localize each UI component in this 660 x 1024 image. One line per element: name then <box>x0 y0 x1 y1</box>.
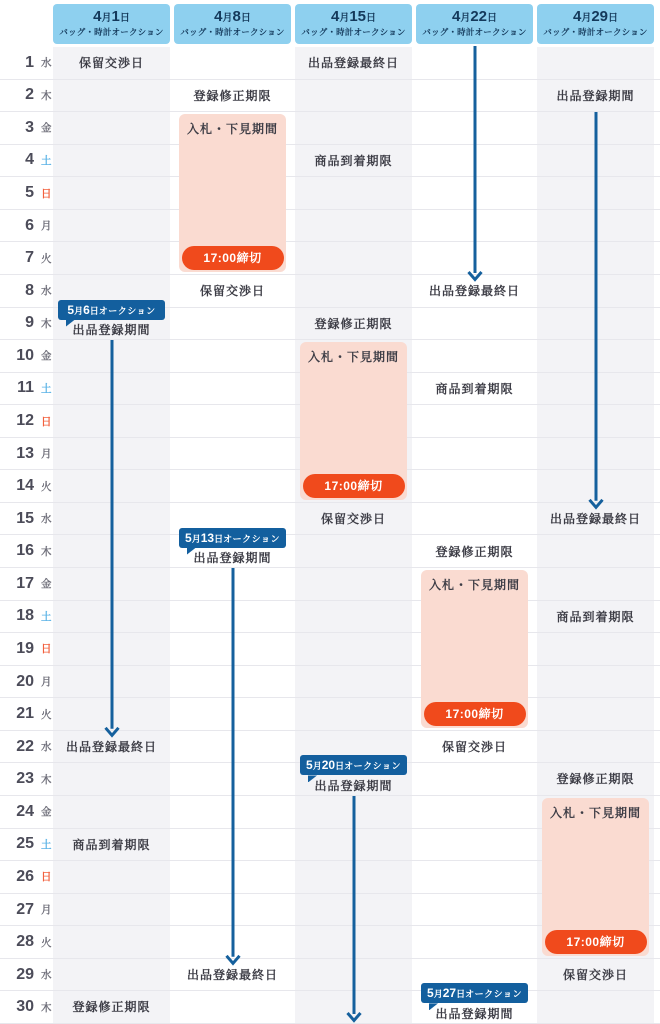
weekday-label: 火 <box>41 936 52 949</box>
day-number: 9 <box>25 314 34 332</box>
badge-auction-suffix: オークション <box>223 533 280 544</box>
badge-month-number: 5 <box>185 530 192 545</box>
auction-date-badge <box>58 300 165 320</box>
day-row <box>0 666 660 699</box>
header-month-number: 4 <box>93 8 102 25</box>
weekday-label: 土 <box>41 154 52 167</box>
weekday-label: 水 <box>41 285 52 298</box>
event-label: 出品登録期間 <box>314 778 393 793</box>
day-number: 28 <box>16 933 34 951</box>
header-month-unit: 月 <box>101 13 112 24</box>
header-day-number: 1 <box>111 8 120 25</box>
day-number: 27 <box>16 900 34 918</box>
header-day-number: 8 <box>232 8 241 25</box>
header-month-number: 4 <box>451 8 461 25</box>
event-label: 保留交渉日 <box>441 739 507 754</box>
day-number: 3 <box>25 118 34 136</box>
weekday-label: 金 <box>41 578 52 591</box>
event-label: 商品到着期限 <box>72 837 151 852</box>
day-number: 5 <box>25 184 34 202</box>
day-number: 22 <box>16 737 34 755</box>
badge-month-number: 5 <box>306 758 313 773</box>
header-month-unit: 月 <box>581 13 592 24</box>
badge-auction-suffix: オークション <box>344 761 401 772</box>
badge-month-number: 5 <box>427 986 434 1001</box>
deadline-pill: 17:00締切 <box>424 702 526 726</box>
event-label: 出品登録最終日 <box>186 967 278 982</box>
bid-preview-period-label: 入札・下見期間 <box>307 350 399 365</box>
header-month-number: 4 <box>330 8 340 25</box>
registration-period-down-arrow-icon <box>346 796 362 1022</box>
weekday-label: 月 <box>41 676 52 689</box>
registration-period-down-arrow-icon <box>467 46 483 281</box>
weekday-label: 土 <box>41 610 52 623</box>
header-day-unit: 日 <box>119 13 130 24</box>
weekday-label: 水 <box>41 513 52 526</box>
auction-date-badge <box>300 755 407 775</box>
badge-day-unit: 日 <box>456 989 466 1000</box>
weekday-label: 火 <box>41 480 52 493</box>
weekday-label: 月 <box>41 448 52 461</box>
weekday-label: 土 <box>41 382 52 395</box>
weekday-label: 火 <box>41 708 52 721</box>
day-number: 25 <box>16 835 34 853</box>
weekday-label: 月 <box>41 220 52 233</box>
weekday-label: 日 <box>41 643 52 656</box>
bid-preview-period-label: 入札・下見期間 <box>428 578 520 593</box>
day-row <box>0 568 660 601</box>
event-label: 登録修正期限 <box>314 316 393 331</box>
weekday-label: 木 <box>41 1001 52 1014</box>
header-subtitle: バッグ・時計オークション <box>422 27 527 37</box>
header-day-number: 22 <box>470 8 488 25</box>
deadline-pill: 17:00締切 <box>545 930 647 954</box>
weekday-label: 金 <box>41 350 52 363</box>
header-date <box>174 8 291 27</box>
header-day-number: 29 <box>591 8 609 25</box>
header-date <box>295 8 412 27</box>
badge-day-number: 13 <box>200 530 215 545</box>
badge-month-unit: 月 <box>312 761 322 772</box>
weekday-label: 月 <box>41 904 52 916</box>
day-number: 1 <box>25 53 34 71</box>
weekday-label: 木 <box>41 545 52 558</box>
day-number: 10 <box>16 346 34 364</box>
header-date <box>53 8 170 27</box>
weekday-label: 日 <box>41 187 52 200</box>
day-number: 24 <box>16 802 34 820</box>
day-number: 12 <box>16 412 34 429</box>
event-label: 出品登録期間 <box>193 551 272 565</box>
day-number: 30 <box>16 998 34 1016</box>
badge-auction-suffix: オークション <box>98 305 156 316</box>
header-day-unit: 日 <box>240 13 251 24</box>
day-number: 13 <box>16 444 34 462</box>
event-label: 商品到着期限 <box>435 381 514 396</box>
event-label: 出品登録期間 <box>556 88 635 103</box>
day-row <box>0 242 660 275</box>
badge-month-unit: 月 <box>74 305 84 316</box>
header-subtitle: バッグ・時計オークション <box>180 27 285 37</box>
day-number: 26 <box>16 867 34 885</box>
event-label: 保留交渉日 <box>199 283 265 298</box>
registration-period-down-arrow-icon <box>104 340 120 737</box>
badge-day-unit: 日 <box>335 761 345 772</box>
day-number: 6 <box>25 216 34 234</box>
day-number: 15 <box>16 509 34 527</box>
event-label: 保留交渉日 <box>78 56 144 70</box>
day-number: 11 <box>17 379 34 397</box>
event-label: 出品登録期間 <box>435 1006 514 1021</box>
badge-day-number: 20 <box>321 758 336 773</box>
badge-day-number: 6 <box>83 302 90 317</box>
weekday-label: 日 <box>41 415 52 428</box>
header-subtitle: バッグ・時計オークション <box>543 27 648 37</box>
bid-preview-period-label: 入札・下見期間 <box>549 806 641 821</box>
day-row <box>0 533 660 569</box>
deadline-pill: 17:00締切 <box>182 246 284 270</box>
day-row <box>0 698 660 731</box>
event-label: 商品到着期限 <box>314 153 393 168</box>
event-label: 出品登録最終日 <box>549 511 641 526</box>
day-row <box>0 210 660 243</box>
day-row <box>0 177 660 210</box>
weekday-label: 土 <box>41 838 52 851</box>
day-number: 21 <box>16 705 34 723</box>
event-label: 登録修正期限 <box>72 1000 151 1015</box>
event-label: 登録修正期限 <box>556 772 635 787</box>
day-number: 4 <box>25 151 34 169</box>
event-label: 登録修正期限 <box>193 88 272 103</box>
header-month-number: 4 <box>214 8 223 25</box>
header-subtitle: バッグ・時計オークション <box>301 27 406 37</box>
header-date <box>537 8 654 27</box>
weekday-label: 木 <box>41 317 52 330</box>
header-day-unit: 日 <box>366 13 377 24</box>
day-row <box>0 112 660 145</box>
day-number: 16 <box>16 542 34 560</box>
header-day-unit: 日 <box>487 13 498 24</box>
weekday-label: 水 <box>41 57 52 70</box>
event-label: 保留交渉日 <box>562 967 628 982</box>
registration-period-down-arrow-icon <box>225 568 241 965</box>
weekday-label: 火 <box>41 252 52 265</box>
badge-auction-suffix: オークション <box>465 989 522 1000</box>
header-subtitle: バッグ・時計オークション <box>59 27 164 37</box>
weekday-label: 木 <box>41 773 52 786</box>
auction-column-header <box>416 4 533 44</box>
registration-period-down-arrow-icon <box>588 112 604 509</box>
auction-column-header <box>174 4 291 44</box>
day-number: 8 <box>25 281 34 299</box>
day-number: 29 <box>16 965 34 983</box>
event-label: 出品登録最終日 <box>428 283 520 298</box>
day-number: 17 <box>16 574 34 592</box>
auction-date-badge <box>179 528 286 548</box>
auction-column-header <box>53 4 170 44</box>
header-month-unit: 月 <box>460 13 471 24</box>
day-number: 2 <box>25 86 34 104</box>
badge-month-unit: 月 <box>191 533 201 544</box>
deadline-pill: 17:00締切 <box>303 474 405 498</box>
weekday-label: 水 <box>41 969 52 982</box>
day-number: 23 <box>16 770 34 788</box>
day-number: 7 <box>25 249 34 267</box>
header-month-number: 4 <box>572 8 582 25</box>
header-month-unit: 月 <box>222 13 233 24</box>
auction-column-header <box>537 4 654 44</box>
badge-day-number: 27 <box>442 986 457 1001</box>
day-number: 20 <box>16 672 34 690</box>
header-day-number: 15 <box>349 8 367 25</box>
header-month-unit: 月 <box>339 13 350 24</box>
day-number: 18 <box>16 607 34 625</box>
day-number: 14 <box>16 477 34 495</box>
header-date <box>416 8 533 27</box>
badge-day-unit: 日 <box>214 533 224 544</box>
auction-column-header <box>295 4 412 44</box>
event-label: 商品到着期限 <box>556 609 635 624</box>
badge-day-unit: 日 <box>89 305 99 316</box>
event-label: 出品登録最終日 <box>307 56 399 70</box>
event-label: 出品登録期間 <box>72 323 151 338</box>
weekday-label: 金 <box>41 806 52 819</box>
badge-month-unit: 月 <box>433 989 443 1000</box>
header-day-unit: 日 <box>608 13 619 24</box>
event-label: 保留交渉日 <box>320 511 386 526</box>
weekday-label: 木 <box>41 89 52 102</box>
day-number: 19 <box>16 639 34 657</box>
weekday-label: 金 <box>41 122 52 135</box>
day-row <box>0 633 660 666</box>
weekday-label: 日 <box>41 871 52 884</box>
bid-preview-period-label: 入札・下見期間 <box>186 122 278 137</box>
event-label: 登録修正期限 <box>435 544 514 559</box>
weekday-label: 水 <box>41 741 52 754</box>
auction-date-badge <box>421 983 528 1003</box>
event-label: 出品登録最終日 <box>65 739 157 754</box>
badge-month-number: 5 <box>67 302 75 317</box>
